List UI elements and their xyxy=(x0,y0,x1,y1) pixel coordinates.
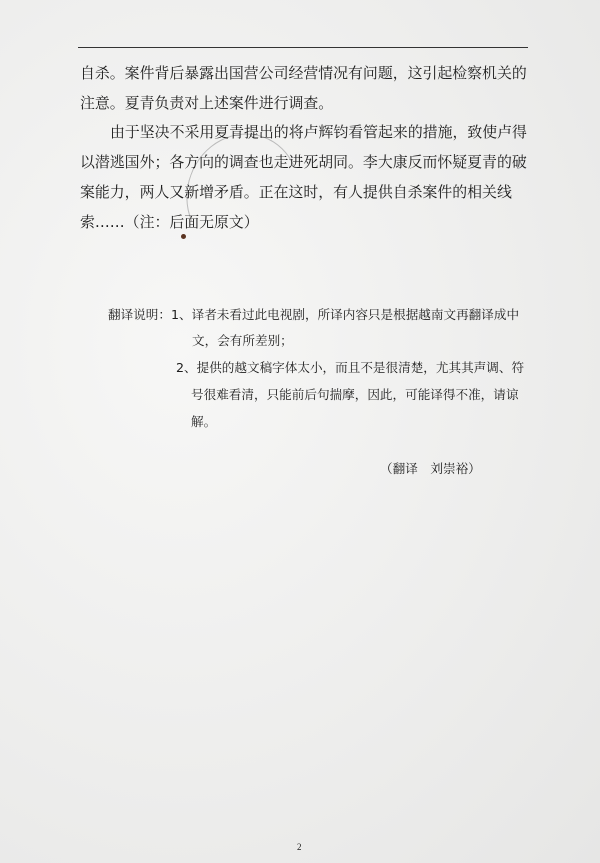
notes-label: 翻译说明： xyxy=(108,307,171,322)
body-line: 注意。夏青负责对上述案件进行调查。 xyxy=(80,94,334,112)
ink-spot xyxy=(181,234,186,239)
note-line: 解。 xyxy=(191,414,217,429)
note-line: 2、提供的越文稿字体太小，而且不是很清楚，尤其其声调、符 xyxy=(176,360,525,375)
body-line: 索……（注：后面无原文） xyxy=(80,213,259,231)
body-line: 自杀。案件背后暴露出国营公司经营情况有问题，这引起检察机关的 xyxy=(80,64,527,82)
header-rule xyxy=(78,47,528,48)
body-line: 案能力，两人又新增矛盾。正在这时，有人提供自杀案件的相关线 xyxy=(80,183,512,201)
note-line: 1、译者未看过此电视剧，所译内容只是根据越南文再翻译成中 xyxy=(171,307,520,322)
translator-signature: （翻译 刘崇裕） xyxy=(380,461,481,476)
body-line: 由于坚决不采用夏青提出的将卢辉钧看管起来的措施，致使卢得 xyxy=(110,123,527,141)
note-line: 文，会有所差别； xyxy=(192,333,293,348)
note-line: 号很难看清，只能前后句揣摩，因此，可能译得不准，请谅 xyxy=(191,387,519,402)
page-number: 2 xyxy=(297,842,302,852)
body-line: 以潜逃国外；各方向的调查也走进死胡同。李大康反而怀疑夏青的破 xyxy=(80,153,527,171)
